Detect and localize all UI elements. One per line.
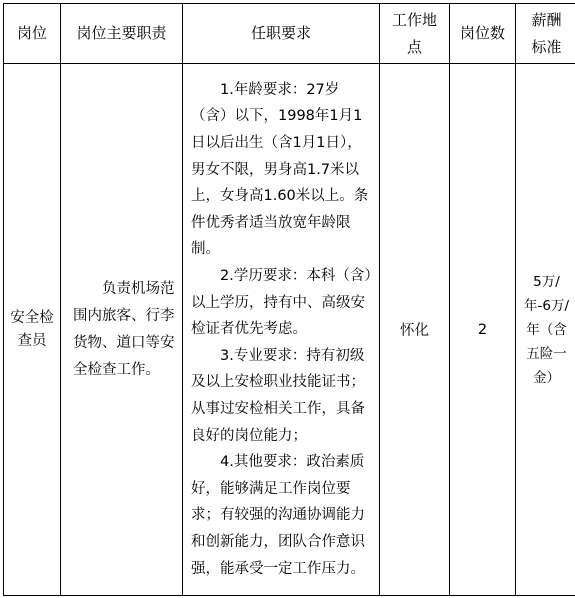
cell-location: 怀化 bbox=[380, 64, 450, 596]
post-name: 安全检查员 bbox=[10, 309, 54, 349]
header-duties: 岗位主要职责 bbox=[61, 4, 183, 64]
salary-text: 5万/年-6万/年（含五险一金） bbox=[523, 273, 569, 386]
header-salary bbox=[516, 4, 575, 64]
header-requirements: 任职要求 bbox=[183, 4, 380, 64]
header-location-text: 工作地点 bbox=[391, 10, 437, 56]
cell-count: 2 bbox=[450, 64, 516, 596]
table-row bbox=[4, 64, 575, 596]
header-post: 岗位 bbox=[4, 4, 61, 64]
header-count: 岗位数 bbox=[450, 4, 516, 64]
cell-post bbox=[4, 64, 61, 596]
requirement-item: 3.专业要求：持有初级及以上安检职业技能证书；从事过安检相关工作，具备良好的岗位能力； bbox=[191, 347, 365, 444]
requirements-list bbox=[183, 77, 379, 582]
header-location bbox=[380, 4, 450, 64]
requirement-item: 4.其他要求：政治素质好，能够满足工作岗位要求；有较强的沟通协调能力和创新能力，团队合作意识强，能承受一定工作压力。 bbox=[191, 454, 365, 577]
duties-text: 负责机场范围内旅客、行李货物、道口等安全检查工作。 bbox=[73, 280, 175, 378]
cell-salary bbox=[516, 64, 575, 596]
header-row bbox=[4, 4, 575, 64]
cell-duties bbox=[61, 64, 183, 596]
requirement-item: 2.学历要求：本科（含）以上学历，持有中、高级安检证者优先考虑。 bbox=[191, 268, 372, 338]
header-salary-text: 薪酬标准 bbox=[531, 10, 562, 56]
job-table bbox=[3, 3, 575, 596]
cell-requirements bbox=[183, 64, 380, 596]
requirement-item: 1.年龄要求：27岁（含）以下，1998年1月1日以后出生（含1月1日），男女不限，男身高1.7米以上，女身高1.60米以上。条件优秀者适当放宽年龄限制。 bbox=[191, 81, 369, 258]
